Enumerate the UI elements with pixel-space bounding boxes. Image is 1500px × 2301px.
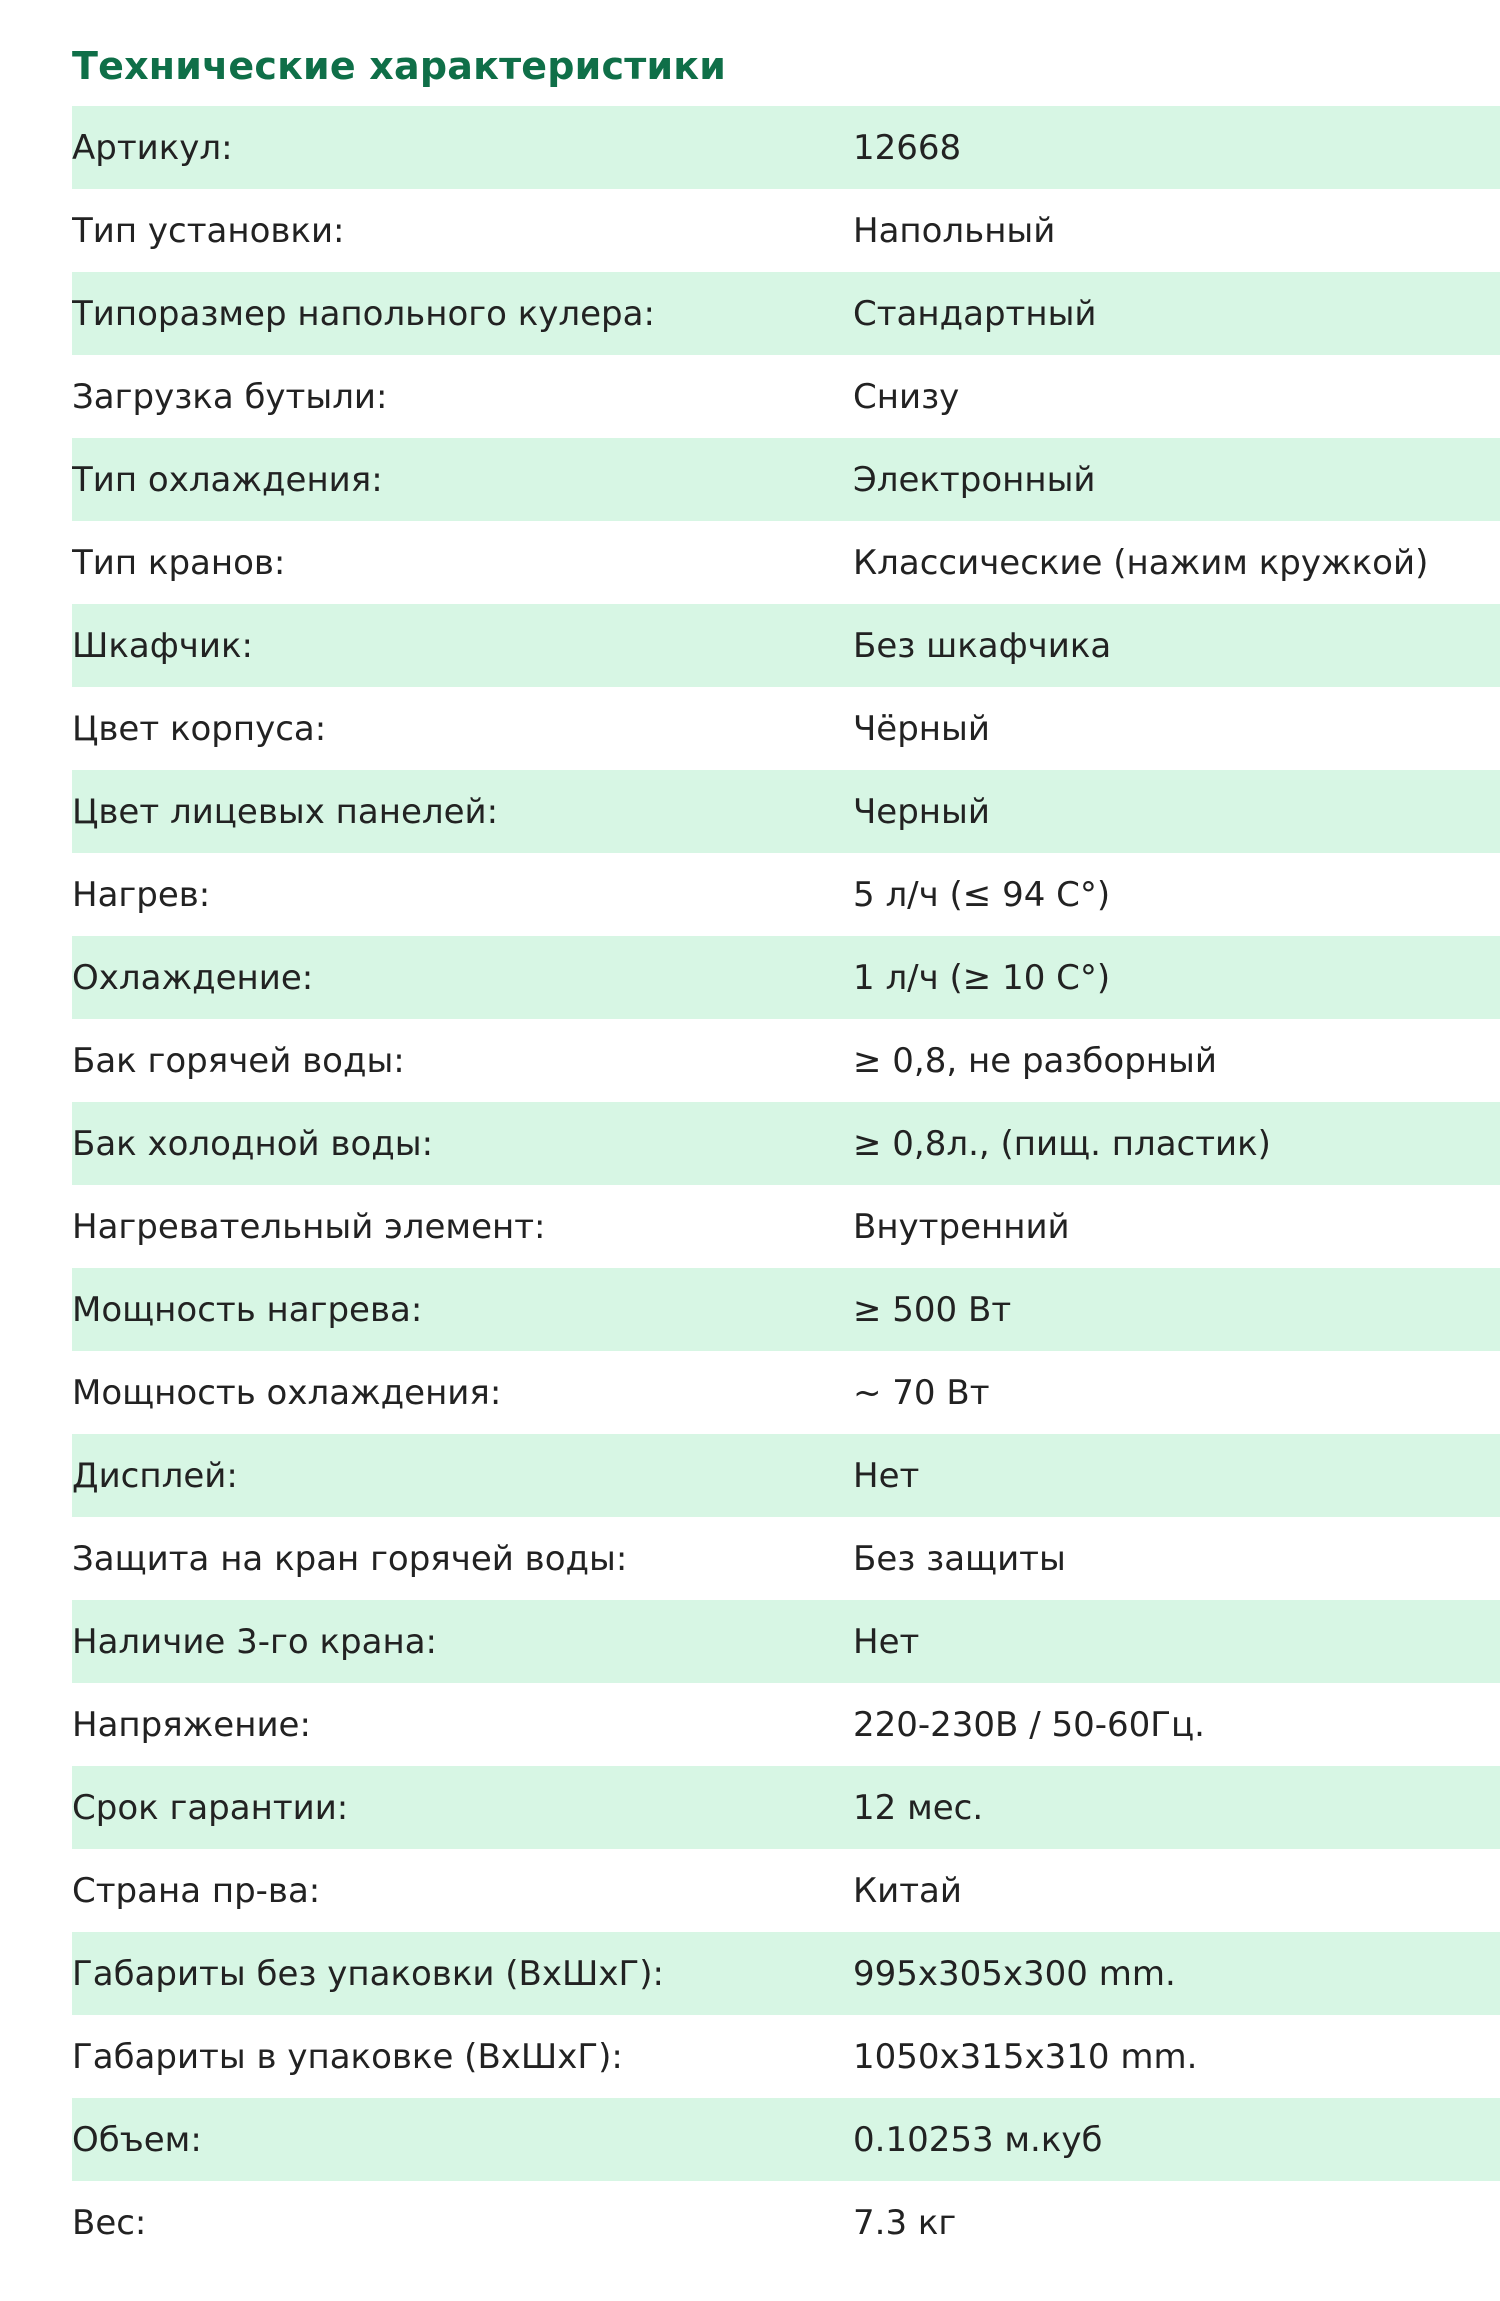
spec-row [72,853,1500,936]
spec-row [72,272,1500,355]
spec-label: Тип установки: [72,210,345,251]
spec-label: Охлаждение: [72,957,314,998]
spec-row [72,438,1500,521]
spec-label: Вес: [72,2202,147,2243]
spec-label: Загрузка бутыли: [72,376,388,417]
spec-value: Нет [853,1621,920,1662]
spec-row [72,1185,1500,1268]
spec-row [72,189,1500,272]
spec-label: Бак горячей воды: [72,1040,405,1081]
spec-value: Нет [853,1455,920,1496]
spec-value: Черный [853,791,990,832]
spec-row [72,1102,1500,1185]
spec-value: 0.10253 м.куб [853,2119,1103,2160]
spec-title: Технические характеристики [72,44,727,88]
spec-value: Напольный [853,210,1056,251]
spec-label: Артикул: [72,127,233,168]
spec-row [72,1019,1500,1102]
spec-value: 220-230В / 50-60Гц. [853,1704,1205,1745]
spec-value: 7.3 кг [853,2202,957,2243]
spec-value: Снизу [853,376,960,417]
spec-label: Защита на кран горячей воды: [72,1538,628,1579]
spec-row [72,1932,1500,2015]
spec-label: Бак холодной воды: [72,1123,434,1164]
spec-value: 1 л/ч (≥ 10 С°) [853,957,1111,998]
spec-row [72,2015,1500,2098]
spec-row [72,521,1500,604]
spec-value: Электронный [853,459,1096,500]
spec-value: Стандартный [853,293,1097,334]
spec-value: 1050x315x310 mm. [853,2036,1198,2077]
spec-label: Габариты в упаковке (ВхШхГ): [72,2036,623,2077]
spec-value: Чёрный [853,708,990,749]
spec-row [72,1600,1500,1683]
spec-value: Классические (нажим кружкой) [853,542,1429,583]
spec-row [72,770,1500,853]
spec-label: Напряжение: [72,1704,311,1745]
spec-label: Наличие 3-го крана: [72,1621,437,1662]
spec-label: Типоразмер напольного кулера: [72,293,655,334]
spec-row [72,604,1500,687]
spec-label: Срок гарантии: [72,1787,349,1828]
spec-value: 12668 [853,127,962,168]
spec-row [72,106,1500,189]
spec-value: Без шкафчика [853,625,1112,666]
spec-label: Цвет лицевых панелей: [72,791,499,832]
spec-row [72,1351,1500,1434]
spec-value: ≥ 0,8л., (пищ. пластик) [853,1123,1271,1164]
spec-row [72,1849,1500,1932]
spec-row [72,1683,1500,1766]
spec-row [72,1434,1500,1517]
spec-label: Дисплей: [72,1455,238,1496]
spec-value: Внутренний [853,1206,1070,1247]
spec-label: Нагревательный элемент: [72,1206,546,1247]
spec-label: Тип охлаждения: [72,459,383,500]
spec-value: ≥ 0,8, не разборный [853,1040,1217,1081]
spec-value: 995x305x300 mm. [853,1953,1176,1994]
spec-label: Мощность охлаждения: [72,1372,502,1413]
spec-label: Шкафчик: [72,625,253,666]
spec-value: ~ 70 Вт [853,1372,990,1413]
spec-value: Китай [853,1870,962,1911]
spec-label: Объем: [72,2119,202,2160]
spec-value: 5 л/ч (≤ 94 С°) [853,874,1111,915]
spec-label: Габариты без упаковки (ВхШхГ): [72,1953,664,1994]
spec-label: Страна пр-ва: [72,1870,321,1911]
spec-row [72,936,1500,1019]
spec-label: Тип кранов: [72,542,286,583]
spec-row [72,1268,1500,1351]
spec-label: Цвет корпуса: [72,708,327,749]
spec-row [72,1517,1500,1600]
spec-row [72,2098,1500,2181]
spec-label: Нагрев: [72,874,211,915]
spec-table [72,106,1500,2264]
spec-label: Мощность нагрева: [72,1289,423,1330]
spec-value: 12 мес. [853,1787,984,1828]
spec-row [72,687,1500,770]
spec-row [72,1766,1500,1849]
spec-row [72,355,1500,438]
spec-row [72,2181,1500,2264]
spec-value: Без защиты [853,1538,1066,1579]
spec-value: ≥ 500 Вт [853,1289,1012,1330]
